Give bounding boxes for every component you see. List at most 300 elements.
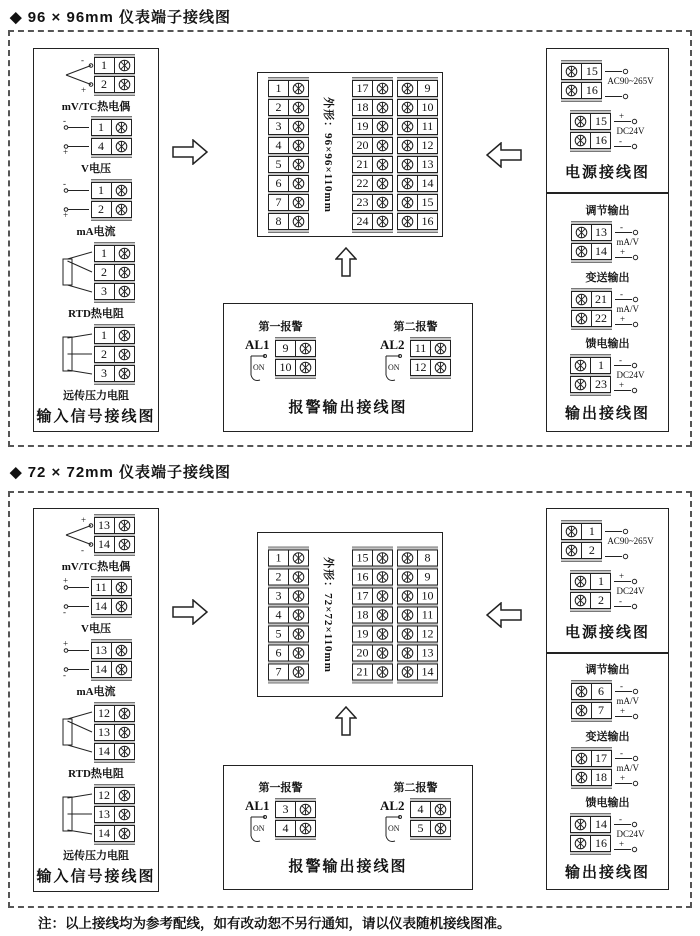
screw-cell [398,119,417,134]
alarm-units-row [224,779,472,844]
screw-icon [292,570,305,583]
wire-stub-icon [614,137,644,150]
terminal-number: 10 [417,588,437,603]
power-panel [546,508,669,653]
terminal-stack [94,702,135,763]
screw-cell [398,214,417,229]
remote-pressure-resistor-symbol [58,325,94,384]
terminal-row [268,606,309,623]
screw-cell [115,77,134,92]
screw-cell [289,645,308,660]
screw-cell [431,802,450,817]
output-group [570,110,644,152]
terminal-row [352,213,393,230]
section-title: ◆ 96 × 96mm 仪表端子接线图 [10,9,232,26]
polarity-sign: - [62,607,66,618]
terminal-group-name: RTD热电阻 [68,767,124,780]
screw-cell [289,607,308,622]
terminal-row [268,644,309,661]
terminal-row [94,517,135,534]
screw-icon [118,707,131,720]
screw-icon [376,120,389,133]
terminal-row [397,644,438,661]
terminal-number: 16 [353,569,373,584]
screw-cell [398,157,417,172]
output-panel-label: 输出接线图 [564,864,650,881]
terminal-row [352,625,393,642]
terminal-stack [91,116,132,158]
screw-cell [571,574,590,589]
screw-icon [401,158,414,171]
range-label: DC24V [616,829,645,840]
screw-cell [115,518,134,533]
screw-icon [118,808,131,821]
terminal-group-name: V电压 [81,623,111,636]
terminal-number: 16 [590,133,610,148]
screw-cell [562,543,581,558]
screw-cell [562,524,581,539]
wire-stub-icon [615,248,645,261]
screw-icon [292,215,305,228]
terminal-row [571,310,612,327]
terminal-number: 2 [92,202,112,217]
terminal-row [410,340,451,357]
terminal-number: 15 [417,195,437,210]
screw-icon [376,627,389,640]
terminal-row [570,573,611,590]
screw-icon [574,837,587,850]
terminal-row [94,365,135,382]
polarity-sign: - [619,222,623,232]
screw-icon [376,196,389,209]
screw-icon [115,140,128,153]
on-switch-label: ON [253,824,265,833]
screw-icon [401,177,414,190]
terminal-group-name: RTD热电阻 [68,307,124,320]
terminal-number: 14 [417,664,437,679]
screw-cell [373,550,392,565]
terminal-row [397,175,438,192]
screw-cell [112,643,131,658]
polarity-sign: - [62,180,66,189]
wire-stub-column [615,682,645,720]
terminal-number: 11 [92,580,112,595]
terminal-group-name: mA电流 [76,686,116,699]
terminal-stack [352,77,393,233]
terminal-row [352,175,393,192]
arrow-up-icon [335,247,357,277]
screw-icon [118,745,131,758]
terminal-stack [91,179,132,221]
terminal-row [397,213,438,230]
screw-cell [289,550,308,565]
alarm-unit-body [245,337,316,383]
terminal-group-body [58,784,135,845]
terminal-group [61,576,132,636]
terminal-number: 7 [591,703,611,718]
alarm-panel-label: 报警输出接线图 [288,859,408,875]
terminal-number: 13 [95,725,115,740]
screw-icon [115,184,128,197]
terminal-number: 11 [417,119,437,134]
terminal-row [91,598,132,615]
polarity-sign: - [619,356,623,366]
screw-icon [292,551,305,564]
terminal-number: 20 [353,645,373,660]
alarm-unit [380,779,451,844]
terminal-number: 12 [95,788,115,803]
screw-icon [574,818,587,831]
thermocouple-symbol [58,55,94,95]
output-group [571,661,645,722]
terminal-stack [570,354,611,396]
screw-icon [376,646,389,659]
terminal-row [410,801,451,818]
screw-icon [376,608,389,621]
terminal-row [94,724,135,741]
terminal-number: 13 [95,518,115,533]
output-group-body [561,520,653,562]
terminal-number: 6 [269,176,289,191]
terminal-row [91,201,132,218]
terminal-row [91,661,132,678]
terminal-group [58,702,135,781]
output-group-body [570,570,644,612]
terminal-group-name: V电压 [81,163,111,176]
wire-stub-icon [614,381,644,394]
terminal-group [58,54,135,114]
terminal-group-body [61,116,132,158]
screw-icon [565,525,578,538]
alarm-unit [380,318,451,383]
screw-cell [398,138,417,153]
terminal-number: 1 [269,550,289,565]
terminal-number: 13 [95,807,115,822]
terminal-row [570,113,611,130]
screw-icon [401,101,414,114]
terminal-stack [91,639,132,681]
screw-icon [115,600,128,613]
wire-stub-symbol [61,117,91,157]
screw-icon [575,771,588,784]
screw-cell [431,341,450,356]
terminal-number: 1 [581,524,601,539]
terminal-number: 4 [92,139,112,154]
screw-cell [562,83,581,98]
screw-icon [575,752,588,765]
alarm-output-panel [223,765,473,890]
terminal-number: 16 [581,83,601,98]
terminal-number: 18 [353,100,373,115]
terminal-number: 5 [411,821,431,836]
wire-stub-icon [615,749,645,762]
terminal-stack [275,798,316,840]
screw-icon [115,663,128,676]
terminal-row [268,175,309,192]
alarm-unit [245,779,316,844]
wire-stub-icon [614,597,644,610]
terminal-group [61,179,132,239]
polarity-sign: - [619,597,623,606]
screw-cell [571,358,590,373]
terminal-row [94,825,135,842]
terminal-number: 18 [591,770,611,785]
screw-icon [376,82,389,95]
screw-cell [373,176,392,191]
polarity-sign: + [62,210,68,221]
alarm-unit [245,318,316,383]
screw-icon [292,139,305,152]
range-label: mA/V [616,696,639,707]
terminal-row [91,182,132,199]
screw-cell [373,119,392,134]
screw-icon [292,158,305,171]
screw-cell [398,645,417,660]
terminal-row [561,63,602,80]
range-label: AC90~265V [607,75,654,86]
terminal-number: 10 [276,360,296,375]
screw-icon [376,101,389,114]
screw-icon [118,538,131,551]
terminal-number: 1 [590,574,610,589]
screw-cell [398,607,417,622]
output-group-title: 调节输出 [585,664,630,677]
output-group-body [571,747,645,789]
screw-icon [401,551,414,564]
screw-icon [574,134,587,147]
terminal-row [397,568,438,585]
terminal-row [91,138,132,155]
output-group [571,202,645,263]
screw-icon [118,247,131,260]
alarm-unit-body [245,798,316,844]
screw-icon [292,627,305,640]
polarity-sign: + [619,381,625,391]
terminal-row [268,194,309,211]
terminal-number: 1 [590,358,610,373]
output-group-body [561,60,653,102]
terminal-number: 1 [95,328,115,343]
alarm-name: AL1 [245,798,270,813]
terminal-number: 17 [353,588,373,603]
terminal-number: 23 [590,377,610,392]
screw-cell [373,664,392,679]
screw-icon [118,789,131,802]
screw-icon [376,139,389,152]
screw-icon [434,822,447,835]
input-signal-panel [33,508,159,892]
range-label: AC90~265V [607,535,654,546]
terminal-stack [410,798,451,840]
terminal-row [397,99,438,116]
power-panel-label: 电源接线图 [564,164,650,181]
alarm-unit-left [380,337,406,383]
terminal-stack [570,110,611,152]
screw-cell [112,580,131,595]
terminal-number: 3 [95,284,115,299]
wire-stub-icon [615,774,645,787]
terminal-row [352,194,393,211]
output-group [571,269,645,330]
on-switch-label: ON [388,363,400,373]
alarm-units-row [224,318,472,383]
screw-cell [289,176,308,191]
terminal-row [410,820,451,837]
screw-cell [115,58,134,73]
arrow-left-icon [486,142,522,168]
terminal-row [352,587,393,604]
terminal-stack [561,520,602,562]
terminal-group [58,784,135,863]
terminal-row [397,80,438,97]
thermocouple-symbol [58,515,94,555]
screw-cell [572,751,591,766]
terminal-stack [275,337,316,379]
range-label: mA/V [616,236,639,247]
output-panel [546,193,669,432]
polarity-sign: + [619,773,625,783]
screw-cell [115,706,134,721]
wire-stub-icon [615,682,645,695]
input-panel-label: 输入信号接线图 [36,409,156,426]
polarity-sign: - [62,670,66,681]
terminal-stack [268,546,309,683]
screw-icon [575,226,588,239]
screw-icon [118,367,131,380]
polarity-sign: - [619,289,623,299]
terminal-number: 2 [95,347,115,362]
screw-cell [571,377,590,392]
screw-cell [115,366,134,381]
screw-cell [112,202,131,217]
terminal-number: 15 [590,114,610,129]
arrow-up [335,247,357,277]
terminal-number: 3 [276,802,296,817]
screw-cell [373,569,392,584]
wire-stub-column [615,223,645,261]
terminal-row [94,806,135,823]
terminal-number: 14 [95,537,115,552]
input-signal-panel [33,48,159,432]
terminal-number: 14 [591,244,611,259]
range-label: mA/V [616,762,639,773]
range-label: DC24V [616,370,645,381]
screw-icon [118,285,131,298]
terminal-number: 10 [417,100,437,115]
screw-cell [296,341,315,356]
terminal-group-name: 远传压力电阻 [63,389,129,402]
terminal-row [561,82,602,99]
screw-cell [571,817,590,832]
screw-cell [289,138,308,153]
screw-cell [289,626,308,641]
screw-cell [115,788,134,803]
rtd-resistor-symbol [58,243,94,302]
polarity-sign: - [619,682,623,692]
screw-cell [572,684,591,699]
screw-cell [289,157,308,172]
screw-icon [292,589,305,602]
screw-icon [115,121,128,134]
terminal-number: 14 [92,662,112,677]
terminal-number: 14 [590,817,610,832]
terminal-group-name: mV/TC热电偶 [61,100,131,113]
terminal-group-body [58,514,135,556]
screw-icon [376,570,389,583]
terminal-row [397,118,438,135]
terminal-row [570,835,611,852]
screw-cell [373,588,392,603]
terminal-group-name: mV/TC热电偶 [61,560,131,573]
remote-pressure-resistor-symbol [58,785,94,844]
screw-icon [118,827,131,840]
alarm-output-panel [223,303,473,432]
on-switch-icon [380,814,406,844]
terminal-group [61,639,132,699]
terminal-number: 19 [353,119,373,134]
power-panel-label: 电源接线图 [564,624,650,641]
terminal-row [570,376,611,393]
terminal-row [268,663,309,680]
terminal-row [571,702,612,719]
terminal-number: 23 [353,195,373,210]
terminal-row [91,119,132,136]
output-panel-label: 输出接线图 [564,406,650,423]
screw-cell [373,138,392,153]
screw-icon [574,378,587,391]
terminal-number: 21 [353,664,373,679]
screw-icon [401,627,414,640]
terminal-row [571,224,612,241]
terminal-row [352,568,393,585]
alarm-unit-body [380,798,451,844]
terminal-number: 22 [591,311,611,326]
screw-cell [571,836,590,851]
terminal-row [352,663,393,680]
terminal-row [571,683,612,700]
polarity-sign: + [62,640,68,649]
terminal-group-body [61,639,132,681]
screw-cell [373,607,392,622]
terminal-number: 1 [92,183,112,198]
screw-cell [289,195,308,210]
terminal-stack [91,576,132,618]
screw-icon [292,665,305,678]
screw-icon [434,803,447,816]
terminal-stack [94,784,135,845]
polarity-sign: + [619,840,625,850]
terminal-number: 1 [92,120,112,135]
screw-cell [115,284,134,299]
terminal-stack [561,60,602,102]
terminal-row [94,705,135,722]
terminal-number: 9 [417,81,437,96]
screw-icon [115,644,128,657]
screw-icon [292,101,305,114]
center-terminal-block [257,72,443,237]
terminal-number: 12 [95,706,115,721]
screw-cell [373,100,392,115]
screw-icon [292,196,305,209]
terminal-number: 2 [269,569,289,584]
output-group [570,570,644,612]
screw-cell [398,100,417,115]
screw-cell [572,703,591,718]
screw-icon [565,544,578,557]
terminal-number: 17 [591,751,611,766]
screw-icon [376,551,389,564]
screw-cell [431,821,450,836]
